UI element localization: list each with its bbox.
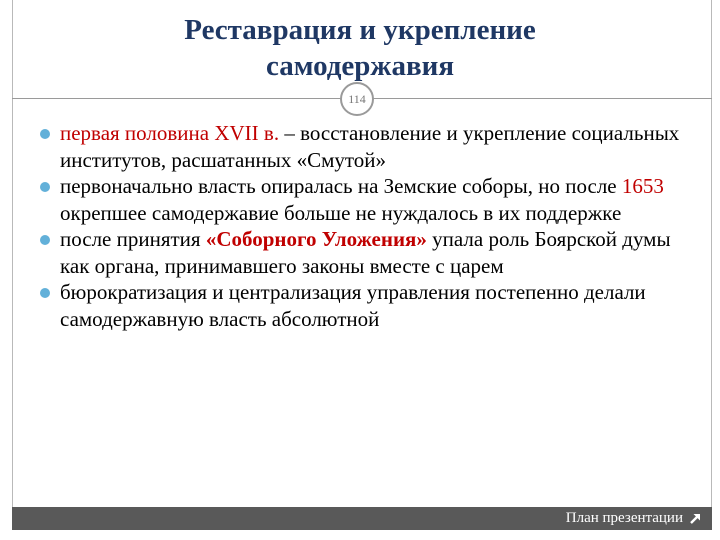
bullet-highlight: «Соборного Уложения» bbox=[205, 227, 427, 251]
page-number-badge: 114 bbox=[340, 82, 374, 116]
title-line-1: Реставрация и укрепление bbox=[184, 14, 536, 46]
bullet-text: первоначально власть опиралась на Земские соборы, но после bbox=[60, 174, 622, 198]
bullet-list bbox=[36, 120, 696, 332]
bullet-highlight: 1653 bbox=[621, 174, 664, 198]
arrow-up-right-icon bbox=[689, 512, 702, 525]
presentation-plan-link[interactable] bbox=[566, 507, 702, 530]
bullet-item bbox=[36, 173, 696, 226]
bullet-item bbox=[36, 226, 696, 279]
bullet-dot-icon bbox=[40, 182, 50, 192]
bullet-text: окрепшее самодержавие больше не нуждалось в их поддержке bbox=[60, 200, 622, 225]
bullet-highlight: первая половина XVII в. bbox=[60, 121, 280, 145]
bullet-dot-icon bbox=[40, 129, 50, 139]
presentation-plan-label: План презентации bbox=[565, 510, 683, 526]
bullet-text: – восстановление и укрепление социальных институтов, расшатанных «Смутой» bbox=[60, 121, 680, 172]
bullet-dot-icon bbox=[40, 235, 50, 245]
bullet-dot-icon bbox=[40, 288, 50, 298]
footer-bar bbox=[12, 507, 712, 530]
title-line-2: самодержавия bbox=[265, 50, 455, 82]
bullet-text: бюрократизация и централизация управления постепенно делали самодержавную власть абсолютной bbox=[60, 280, 646, 331]
bullet-item bbox=[36, 120, 696, 173]
bullet-item bbox=[36, 279, 696, 332]
bullet-text: упала роль Боярской думы как органа, принимавшего законы вместе с царем bbox=[60, 227, 671, 278]
slide-title bbox=[0, 12, 720, 84]
bullet-text: после принятия bbox=[60, 227, 206, 251]
